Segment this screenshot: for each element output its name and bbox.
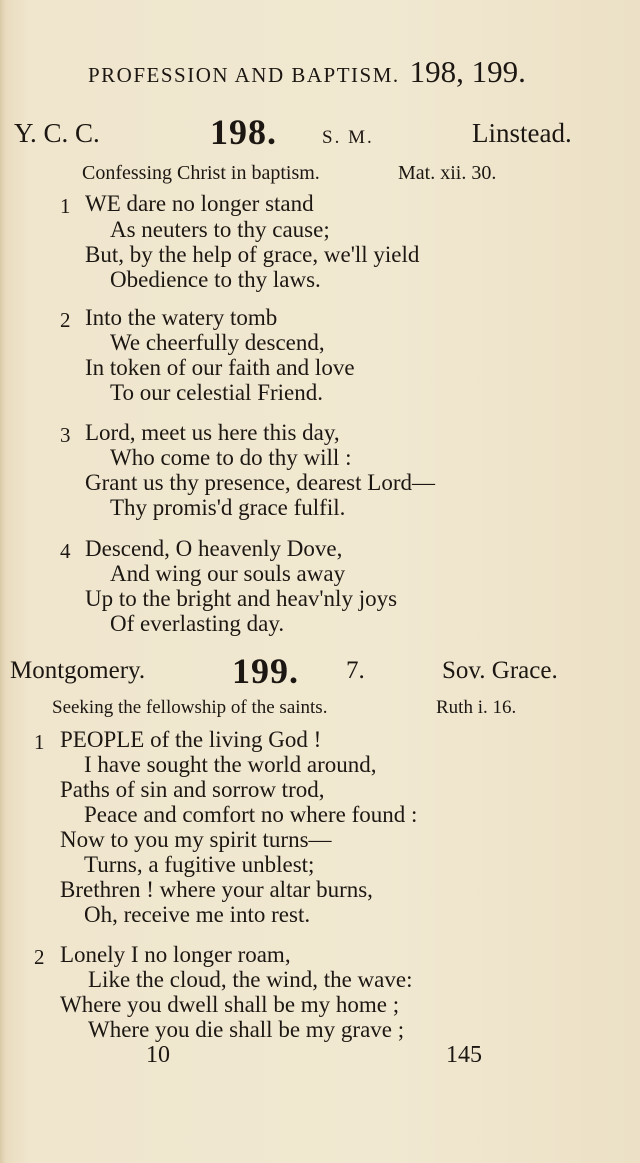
verse-line: PEOPLE of the living God ! — [60, 727, 322, 752]
hymn-198-meter: S. M. — [322, 127, 374, 148]
hymn-199-reference: Ruth i. 16. — [436, 697, 517, 718]
hymn-199-author: Montgomery. — [10, 657, 146, 684]
verse-line: Now to you my spirit turns— — [60, 827, 332, 852]
hymn-198-subject: Confessing Christ in baptism. — [82, 162, 320, 184]
stanza-number: 4 — [60, 539, 71, 563]
running-head — [88, 54, 526, 90]
verse-line: Paths of sin and sorrow trod, — [60, 777, 325, 802]
stanza-number: 3 — [60, 423, 71, 447]
verse-line: And wing our souls away — [110, 561, 346, 586]
verse-line: Where you dwell shall be my home ; — [60, 992, 400, 1017]
running-head-numbers: 198, 199. — [409, 54, 526, 89]
stanza-number: 2 — [34, 945, 45, 969]
verse-line: As neuters to thy cause; — [110, 217, 330, 242]
verse-line: Grant us thy presence, dearest Lord— — [85, 470, 435, 495]
verse-line: Peace and comfort no where found : — [84, 802, 418, 827]
stanza-number: 1 — [60, 194, 71, 218]
stanza-number: 2 — [60, 308, 71, 332]
verse-line: In token of our faith and love — [85, 355, 355, 380]
verse-line: Oh, receive me into rest. — [84, 902, 311, 927]
verse-line: I have sought the world around, — [84, 752, 377, 777]
verse-line: Who come to do thy will : — [110, 445, 352, 470]
verse-line: But, by the help of grace, we'll yield — [85, 242, 420, 267]
verse-line: Obedience to thy laws. — [110, 267, 321, 292]
hymn-199-subject: Seeking the fellowship of the saints. — [52, 697, 328, 718]
verse-line: Like the cloud, the wind, the wave: — [88, 967, 413, 992]
verse-line: We cheerfully descend, — [110, 330, 325, 355]
verse-line: Brethren ! where your altar burns, — [60, 877, 373, 902]
running-head-title: PROFESSION AND BAPTISM. — [88, 63, 400, 87]
hymn-199-tune: Sov. Grace. — [442, 657, 558, 684]
verse-line: WE dare no longer stand — [85, 191, 314, 216]
verse-line: Turns, a fugitive unblest; — [84, 852, 315, 877]
hymn-198-author: Y. C. C. — [14, 118, 100, 148]
hymn-198-tune: Linstead. — [472, 118, 572, 148]
hymn-199-meter: 7. — [346, 657, 365, 684]
verse-line: Lord, meet us here this day, — [85, 420, 340, 445]
stanza-number: 1 — [34, 730, 45, 754]
verse-line: Lonely I no longer roam, — [60, 942, 291, 967]
verse-line: Into the watery tomb — [85, 305, 278, 330]
hymn-198-reference: Mat. xii. 30. — [398, 162, 497, 184]
signature-mark: 10 — [146, 1042, 170, 1068]
verse-line: To our celestial Friend. — [110, 380, 323, 405]
page-number: 145 — [446, 1042, 482, 1068]
hymn-199-number: 199. — [232, 651, 299, 691]
verse-line: Thy promis'd grace fulfil. — [110, 495, 346, 520]
verse-line: Where you die shall be my grave ; — [88, 1017, 405, 1042]
verse-line: Descend, O heavenly Dove, — [85, 536, 343, 561]
hymn-198-number: 198. — [210, 112, 277, 152]
verse-line: Of everlasting day. — [110, 611, 285, 636]
verse-line: Up to the bright and heav'nly joys — [85, 586, 398, 611]
